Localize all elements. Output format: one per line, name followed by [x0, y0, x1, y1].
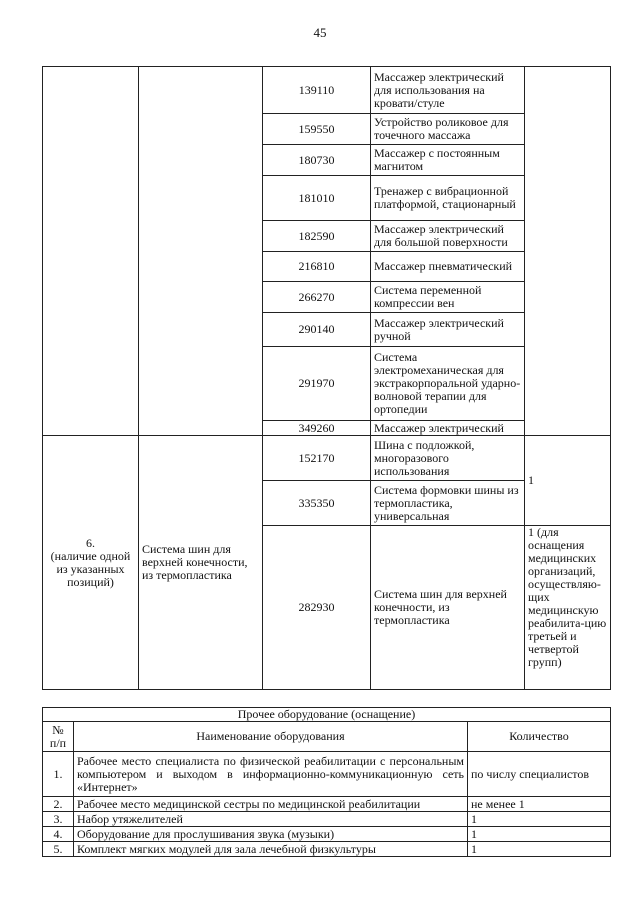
group-note: (наличие одной из указанных позиций)	[50, 548, 131, 589]
table-row	[43, 708, 611, 722]
quantity-cell: 1	[525, 436, 611, 526]
code-cell: 181010	[263, 176, 371, 221]
table-row	[43, 67, 611, 114]
equipment-table	[42, 66, 611, 690]
name-cell: Массажер электрический для большой поверхности	[371, 221, 525, 252]
group-kind-cell: Система шин для верхней конечности, из термопластика	[139, 436, 263, 690]
table-row	[43, 752, 611, 797]
page-number: 45	[313, 25, 327, 40]
name-cell: Набор утяжелителей	[74, 812, 468, 827]
code-cell: 216810	[263, 252, 371, 282]
name-cell: Рабочее место специалиста по физической реабилитации с персональным компьютером и выходом в информационно-коммуникационную сеть «Интернет»	[74, 752, 468, 797]
num-cell: 3.	[43, 812, 74, 827]
name-cell: Оборудование для прослушивания звука (музыки)	[74, 827, 468, 842]
quantity-cell: 1	[468, 812, 611, 827]
name-cell: Устройство роликовое для точечного массажа	[371, 114, 525, 145]
section-title: Прочее оборудование (оснащение)	[43, 708, 611, 722]
quantity-cell: по числу специалистов	[468, 752, 611, 797]
other-equipment-table	[42, 707, 611, 857]
code-cell: 349260	[263, 421, 371, 436]
code-cell: 335350	[263, 481, 371, 526]
code-cell: 282930	[263, 526, 371, 690]
table-row	[43, 812, 611, 827]
name-header: Наименование оборудования	[74, 722, 468, 752]
name-cell: Массажер электрический ручной	[371, 313, 525, 347]
table-header-row	[43, 722, 611, 752]
name-cell: Рабочее место медицинской сестры по медицинской реабилитации	[74, 797, 468, 812]
quantity-header: Количество	[468, 722, 611, 752]
name-cell: Массажер электрический для использования на кровати/стуле	[371, 67, 525, 114]
quantity-cell: не менее 1	[468, 797, 611, 812]
quantity-cell: 1 (для оснащения медицинских организаций, осуществляю-щих медицинскую реабилита-цию третьей и четвертой групп)	[525, 526, 611, 690]
name-cell: Комплект мягких модулей для зала лечебной физкультуры	[74, 842, 468, 857]
num-cell: 1.	[43, 752, 74, 797]
group-number: 6.	[86, 535, 95, 550]
code-cell: 180730	[263, 145, 371, 176]
name-cell: Массажер пневматический	[371, 252, 525, 282]
name-cell: Массажер электрический	[371, 421, 525, 436]
table-row	[43, 827, 611, 842]
table-row	[43, 436, 611, 481]
name-cell: Шина с подложкой, многоразового использования	[371, 436, 525, 481]
name-cell: Тренажер с вибрационной платформой, стационарный	[371, 176, 525, 221]
quantity-cell: 1	[468, 842, 611, 857]
name-cell: Система шин для верхней конечности, из термопластика	[371, 526, 525, 690]
name-cell: Система формовки шины из термопластика, универсальная	[371, 481, 525, 526]
group-kind-cell	[139, 67, 263, 436]
code-cell: 266270	[263, 282, 371, 313]
group-number-cell	[43, 436, 139, 690]
code-cell: 182590	[263, 221, 371, 252]
code-cell: 291970	[263, 347, 371, 421]
name-cell: Система переменной компрессии вен	[371, 282, 525, 313]
quantity-cell: 1	[468, 827, 611, 842]
group-number-cell	[43, 67, 139, 436]
code-cell: 139110	[263, 67, 371, 114]
num-cell: 4.	[43, 827, 74, 842]
table-row	[43, 797, 611, 812]
quantity-cell	[525, 67, 611, 436]
code-cell: 159550	[263, 114, 371, 145]
num-cell: 5.	[43, 842, 74, 857]
code-cell: 152170	[263, 436, 371, 481]
name-cell: Массажер с постоянным магнитом	[371, 145, 525, 176]
num-header: № п/п	[43, 722, 74, 752]
num-cell: 2.	[43, 797, 74, 812]
code-cell: 290140	[263, 313, 371, 347]
table-row	[43, 842, 611, 857]
name-cell: Система электромеханическая для экстракорпоральной ударно-волновой терапии для ортопедии	[371, 347, 525, 421]
